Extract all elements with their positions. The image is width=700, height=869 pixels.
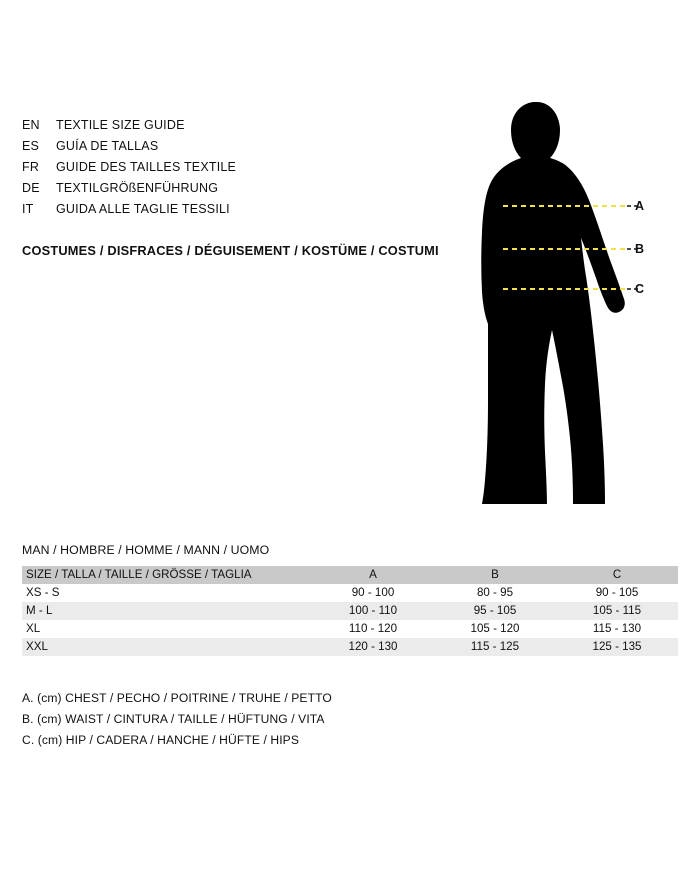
cell-b: 115 - 125 — [434, 638, 556, 656]
column-header-c: C — [556, 566, 678, 584]
cell-size: XL — [22, 620, 312, 638]
category-title: COSTUMES / DISFRACES / DÉGUISEMENT / KOSTÜME / COSTUMI — [22, 243, 439, 258]
cell-c: 125 - 135 — [556, 638, 678, 656]
cell-c: 105 - 115 — [556, 602, 678, 620]
measure-label-c: C — [635, 282, 645, 296]
table-row — [22, 584, 678, 602]
measure-label-a: A — [635, 199, 645, 213]
language-row-de — [22, 181, 452, 202]
table-header-row — [22, 566, 678, 584]
language-row-en — [22, 118, 452, 139]
language-row-it — [22, 202, 452, 223]
column-header-a: A — [312, 566, 434, 584]
measure-label-b: B — [635, 242, 645, 256]
cell-c: 90 - 105 — [556, 584, 678, 602]
column-header-b: B — [434, 566, 556, 584]
legend-line-a: A. (cm) CHEST / PECHO / POITRINE / TRUHE / PETTO — [22, 691, 332, 705]
language-code: FR — [22, 160, 40, 174]
male-silhouette-icon — [455, 100, 670, 515]
legend-line-b: B. (cm) WAIST / CINTURA / TAILLE / HÜFTUNG / VITA — [22, 712, 325, 726]
size-table — [22, 566, 678, 656]
language-title: TEXTILE SIZE GUIDE — [56, 118, 185, 132]
language-title: GUIDE DES TAILLES TEXTILE — [56, 160, 237, 174]
legend — [22, 688, 522, 751]
table-row — [22, 620, 678, 638]
cell-size: XXL — [22, 638, 312, 656]
cell-a: 100 - 110 — [312, 602, 434, 620]
cell-c: 115 - 130 — [556, 620, 678, 638]
cell-b: 95 - 105 — [434, 602, 556, 620]
cell-a: 120 - 130 — [312, 638, 434, 656]
cell-a: 110 - 120 — [312, 620, 434, 638]
language-code: ES — [22, 139, 40, 153]
cell-b: 105 - 120 — [434, 620, 556, 638]
body-figure — [455, 100, 670, 515]
table-row — [22, 638, 678, 656]
cell-a: 90 - 100 — [312, 584, 434, 602]
language-code: IT — [22, 202, 34, 216]
language-list — [22, 118, 452, 223]
table-caption: MAN / HOMBRE / HOMME / MANN / UOMO — [22, 543, 270, 557]
cell-b: 80 - 95 — [434, 584, 556, 602]
language-row-es — [22, 139, 452, 160]
column-header-size: SIZE / TALLA / TAILLE / GRÖSSE / TAGLIA — [22, 566, 312, 584]
language-row-fr — [22, 160, 452, 181]
language-title: GUÍA DE TALLAS — [56, 139, 159, 153]
legend-line-c: C. (cm) HIP / CADERA / HANCHE / HÜFTE / HIPS — [22, 733, 299, 747]
language-title: GUIDA ALLE TAGLIE TESSILI — [56, 202, 230, 216]
cell-size: M - L — [22, 602, 312, 620]
table-row — [22, 602, 678, 620]
cell-size: XS - S — [22, 584, 312, 602]
language-title: TEXTILGRÖßENFÜHRUNG — [56, 181, 219, 195]
language-code: DE — [22, 181, 40, 195]
language-code: EN — [22, 118, 40, 132]
